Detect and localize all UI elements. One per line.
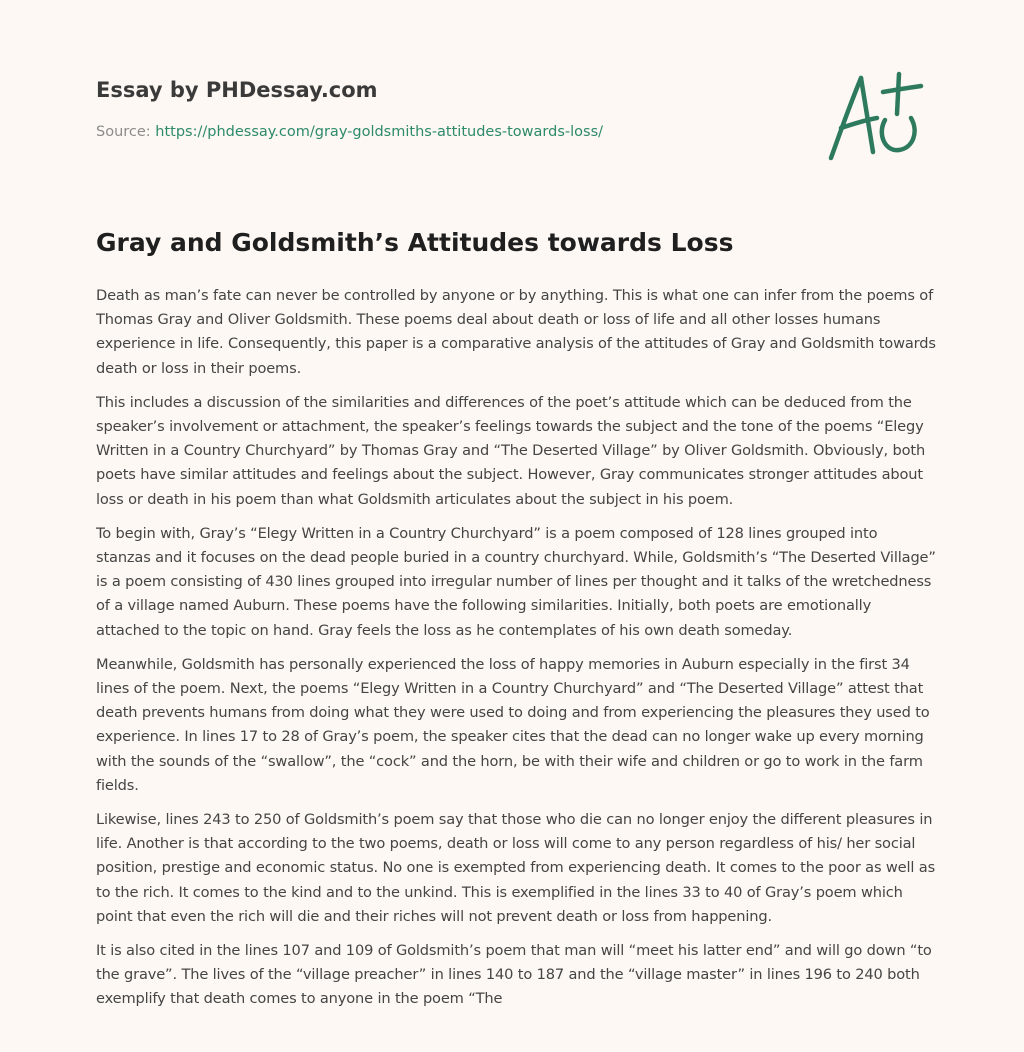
source-line (96, 124, 603, 140)
site-title: Essay by PHDessay.com (96, 78, 378, 102)
essay-body (96, 284, 936, 1022)
source-label: Source: (96, 124, 151, 140)
paragraph: Meanwhile, Goldsmith has personally experienced the loss of happy memories in Auburn especially in the first 34 lines of the poem. Next, the poems “Elegy Written in a Country Churchyard” and “The Deserted Village” attest that death prevents humans from doing what they were used to doing and from experiencing the pleasures they used to experience. In lines 17 to 28 of Gray’s poem, the speaker cites that the dead can no longer wake up every morning with the sounds of the “swallow”, the “cock” and the horn, be with their wife and children or go to work in the farm fields. (96, 655, 930, 794)
paragraph: Likewise, lines 243 to 250 of Goldsmith’s poem say that those who die can no longer enjoy the different pleasures in life. Another is that according to the two poems, death or loss will come to any person regardless of his/ her social position, prestige and economic status. No one is exempted from experiencing death. It comes to the poor as well as to the rich. It comes to the kind and to the unkind. This is exemplified in the lines 33 to 40 of Gray’s poem which point that even the rich will die and their riches will not prevent death or loss from happening. (96, 811, 936, 925)
essay-title: Gray and Goldsmith’s Attitudes towards Loss (96, 228, 734, 257)
paragraph: This includes a discussion of the similarities and differences of the poet’s attitude which can be deduced from the speaker’s involvement or attachment, the speaker’s feelings towards the subject and the tone of the poems “Elegy Written in a Country Churchyard” by Thomas Gray and “The Deserted Village” by Oliver Goldsmith. Obviously, both poets have similar attitudes and feelings about the subject. However, Gray communicates stronger attitudes about loss or death in his poem than what Goldsmith articulates about the subject in his poem. (96, 393, 926, 508)
a-plus-logo-icon (825, 68, 925, 163)
paragraph: Death as man’s fate can never be controlled by anyone or by anything. This is what one can infer from the poems of Thomas Gray and Oliver Goldsmith. These poems deal about death or loss of life and all other losses humans experience in life. Consequently, this paper is a comparative analysis of the attitudes of Gray and Goldsmith towards death or loss in their poems. (96, 287, 936, 377)
paragraph: To begin with, Gray’s “Elegy Written in a Country Churchyard” is a poem composed of 128 lines grouped into stanzas and it focuses on the dead people buried in a country churchyard. While, Goldsmith’s “The Deserted Village” is a poem consisting of 430 lines grouped into irregular number of lines per thought and it talks of the wretchedness of a village named Auburn. These poems have the following similarities. Initially, both poets are emotionally attached to the topic on hand. Gray feels the loss as he contemplates of his own death someday. (96, 524, 936, 639)
paragraph: It is also cited in the lines 107 and 109 of Goldsmith’s poem that man will “meet his latter end” and will go down “to the grave”. The lives of the “village preacher” in lines 140 to 187 and the “village master” in lines 196 to 240 both exemplify that death comes to anyone in the poem “The (96, 942, 932, 1008)
source-link[interactable]: https://phdessay.com/gray-goldsmiths-attitudes-towards-loss/ (155, 124, 604, 140)
